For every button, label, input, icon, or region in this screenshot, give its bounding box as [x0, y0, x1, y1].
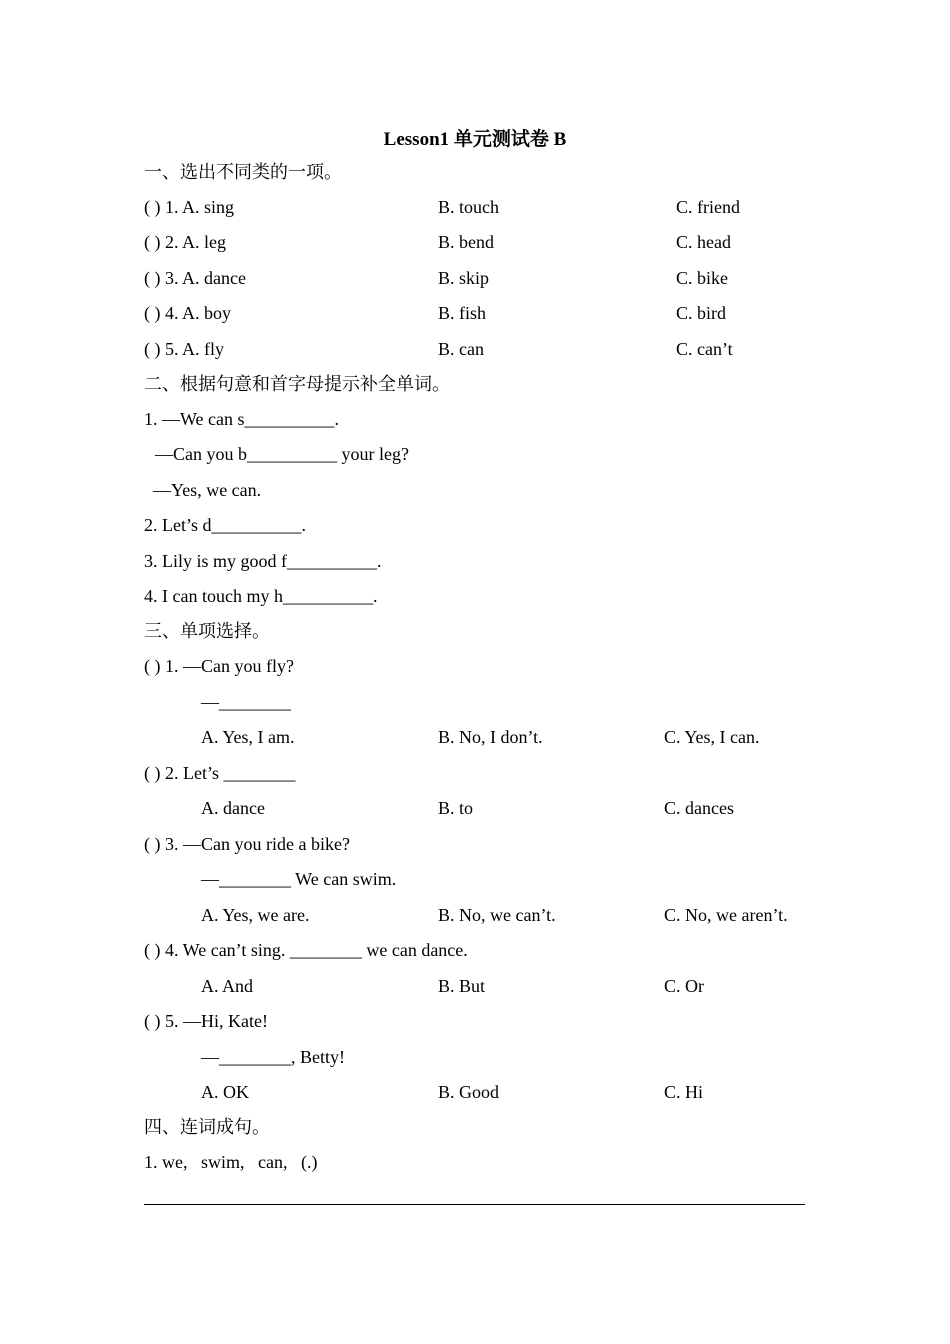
s3-q4-option-c: C. Or: [664, 976, 704, 996]
s1-q2-b: B. bend: [438, 232, 494, 252]
s2-line-5: 3. Lily is my good f__________.: [144, 551, 382, 571]
s1-q3-a: ( ) 3. A. dance: [144, 268, 246, 288]
s1-q4-b: B. fish: [438, 303, 487, 323]
s3-q5-reply: —________, Betty!: [201, 1047, 345, 1067]
s1-q5-c: C. can’t: [676, 339, 733, 359]
s1-q5-b: B. can: [438, 339, 484, 359]
s3-q5-option-c: C. Hi: [664, 1082, 704, 1102]
s3-q4-option-b: B. But: [438, 976, 486, 996]
s1-q4-a: ( ) 4. A. boy: [144, 303, 231, 323]
s1-q1-c: C. friend: [676, 197, 740, 217]
s3-q1-option-a: A. Yes, I am.: [201, 727, 295, 747]
s1-q2-a: ( ) 2. A. leg: [144, 232, 226, 252]
s1-q1-a: ( ) 1. A. sing: [144, 197, 234, 217]
answer-line: [144, 1204, 805, 1205]
section4-heading: 四、连词成句。: [144, 1117, 270, 1137]
s1-q3-b: B. skip: [438, 268, 490, 288]
s1-q3-c: C. bike: [676, 268, 728, 288]
s3-q2-option-c: C. dances: [664, 798, 734, 818]
s3-q2-option-a: A. dance: [201, 798, 265, 818]
s3-q1-reply: —________: [201, 692, 291, 712]
s2-line-2: —Can you b__________ your leg?: [155, 444, 409, 464]
s3-q3-option-a: A. Yes, we are.: [201, 905, 310, 925]
s3-q3-stem: ( ) 3. —Can you ride a bike?: [144, 834, 350, 854]
s1-q5-a: ( ) 5. A. fly: [144, 339, 224, 359]
s3-q1-stem: ( ) 1. —Can you fly?: [144, 656, 294, 676]
s3-q4-option-a: A. And: [201, 976, 254, 996]
s3-q3-option-c: C. No, we aren’t.: [664, 905, 788, 925]
s1-q4-c: C. bird: [676, 303, 727, 323]
s2-line-4: 2. Let’s d__________.: [144, 515, 306, 535]
s3-q5-option-a: A. OK: [201, 1082, 249, 1102]
section3-heading: 三、单项选择。: [144, 621, 270, 641]
s3-q2-option-b: B. to: [438, 798, 474, 818]
s1-q2-c: C. head: [676, 232, 731, 252]
s2-line-6: 4. I can touch my h__________.: [144, 586, 378, 606]
page-title: Lesson1 单元测试卷 B: [383, 129, 567, 150]
s3-q4-stem: ( ) 4. We can’t sing. ________ we can dance.: [144, 940, 468, 960]
s3-q5-option-b: B. Good: [438, 1082, 500, 1102]
s1-q1-b: B. touch: [438, 197, 499, 217]
s4-q1: 1. we, swim, can, (.): [144, 1152, 318, 1172]
s3-q3-reply: —________ We can swim.: [201, 869, 397, 889]
s3-q2-stem: ( ) 2. Let’s ________: [144, 763, 296, 783]
s3-q3-option-b: B. No, we can’t.: [438, 905, 556, 925]
s3-q1-option-c: C. Yes, I can.: [664, 727, 760, 747]
s3-q1-option-b: B. No, I don’t.: [438, 727, 543, 747]
s2-line-1: 1. —We can s__________.: [144, 409, 340, 429]
s3-q5-stem: ( ) 5. —Hi, Kate!: [144, 1011, 268, 1031]
section1-heading: 一、选出不同类的一项。: [144, 162, 342, 182]
s2-line-3: —Yes, we can.: [153, 480, 262, 500]
section2-heading: 二、根据句意和首字母提示补全单词。: [144, 374, 450, 394]
